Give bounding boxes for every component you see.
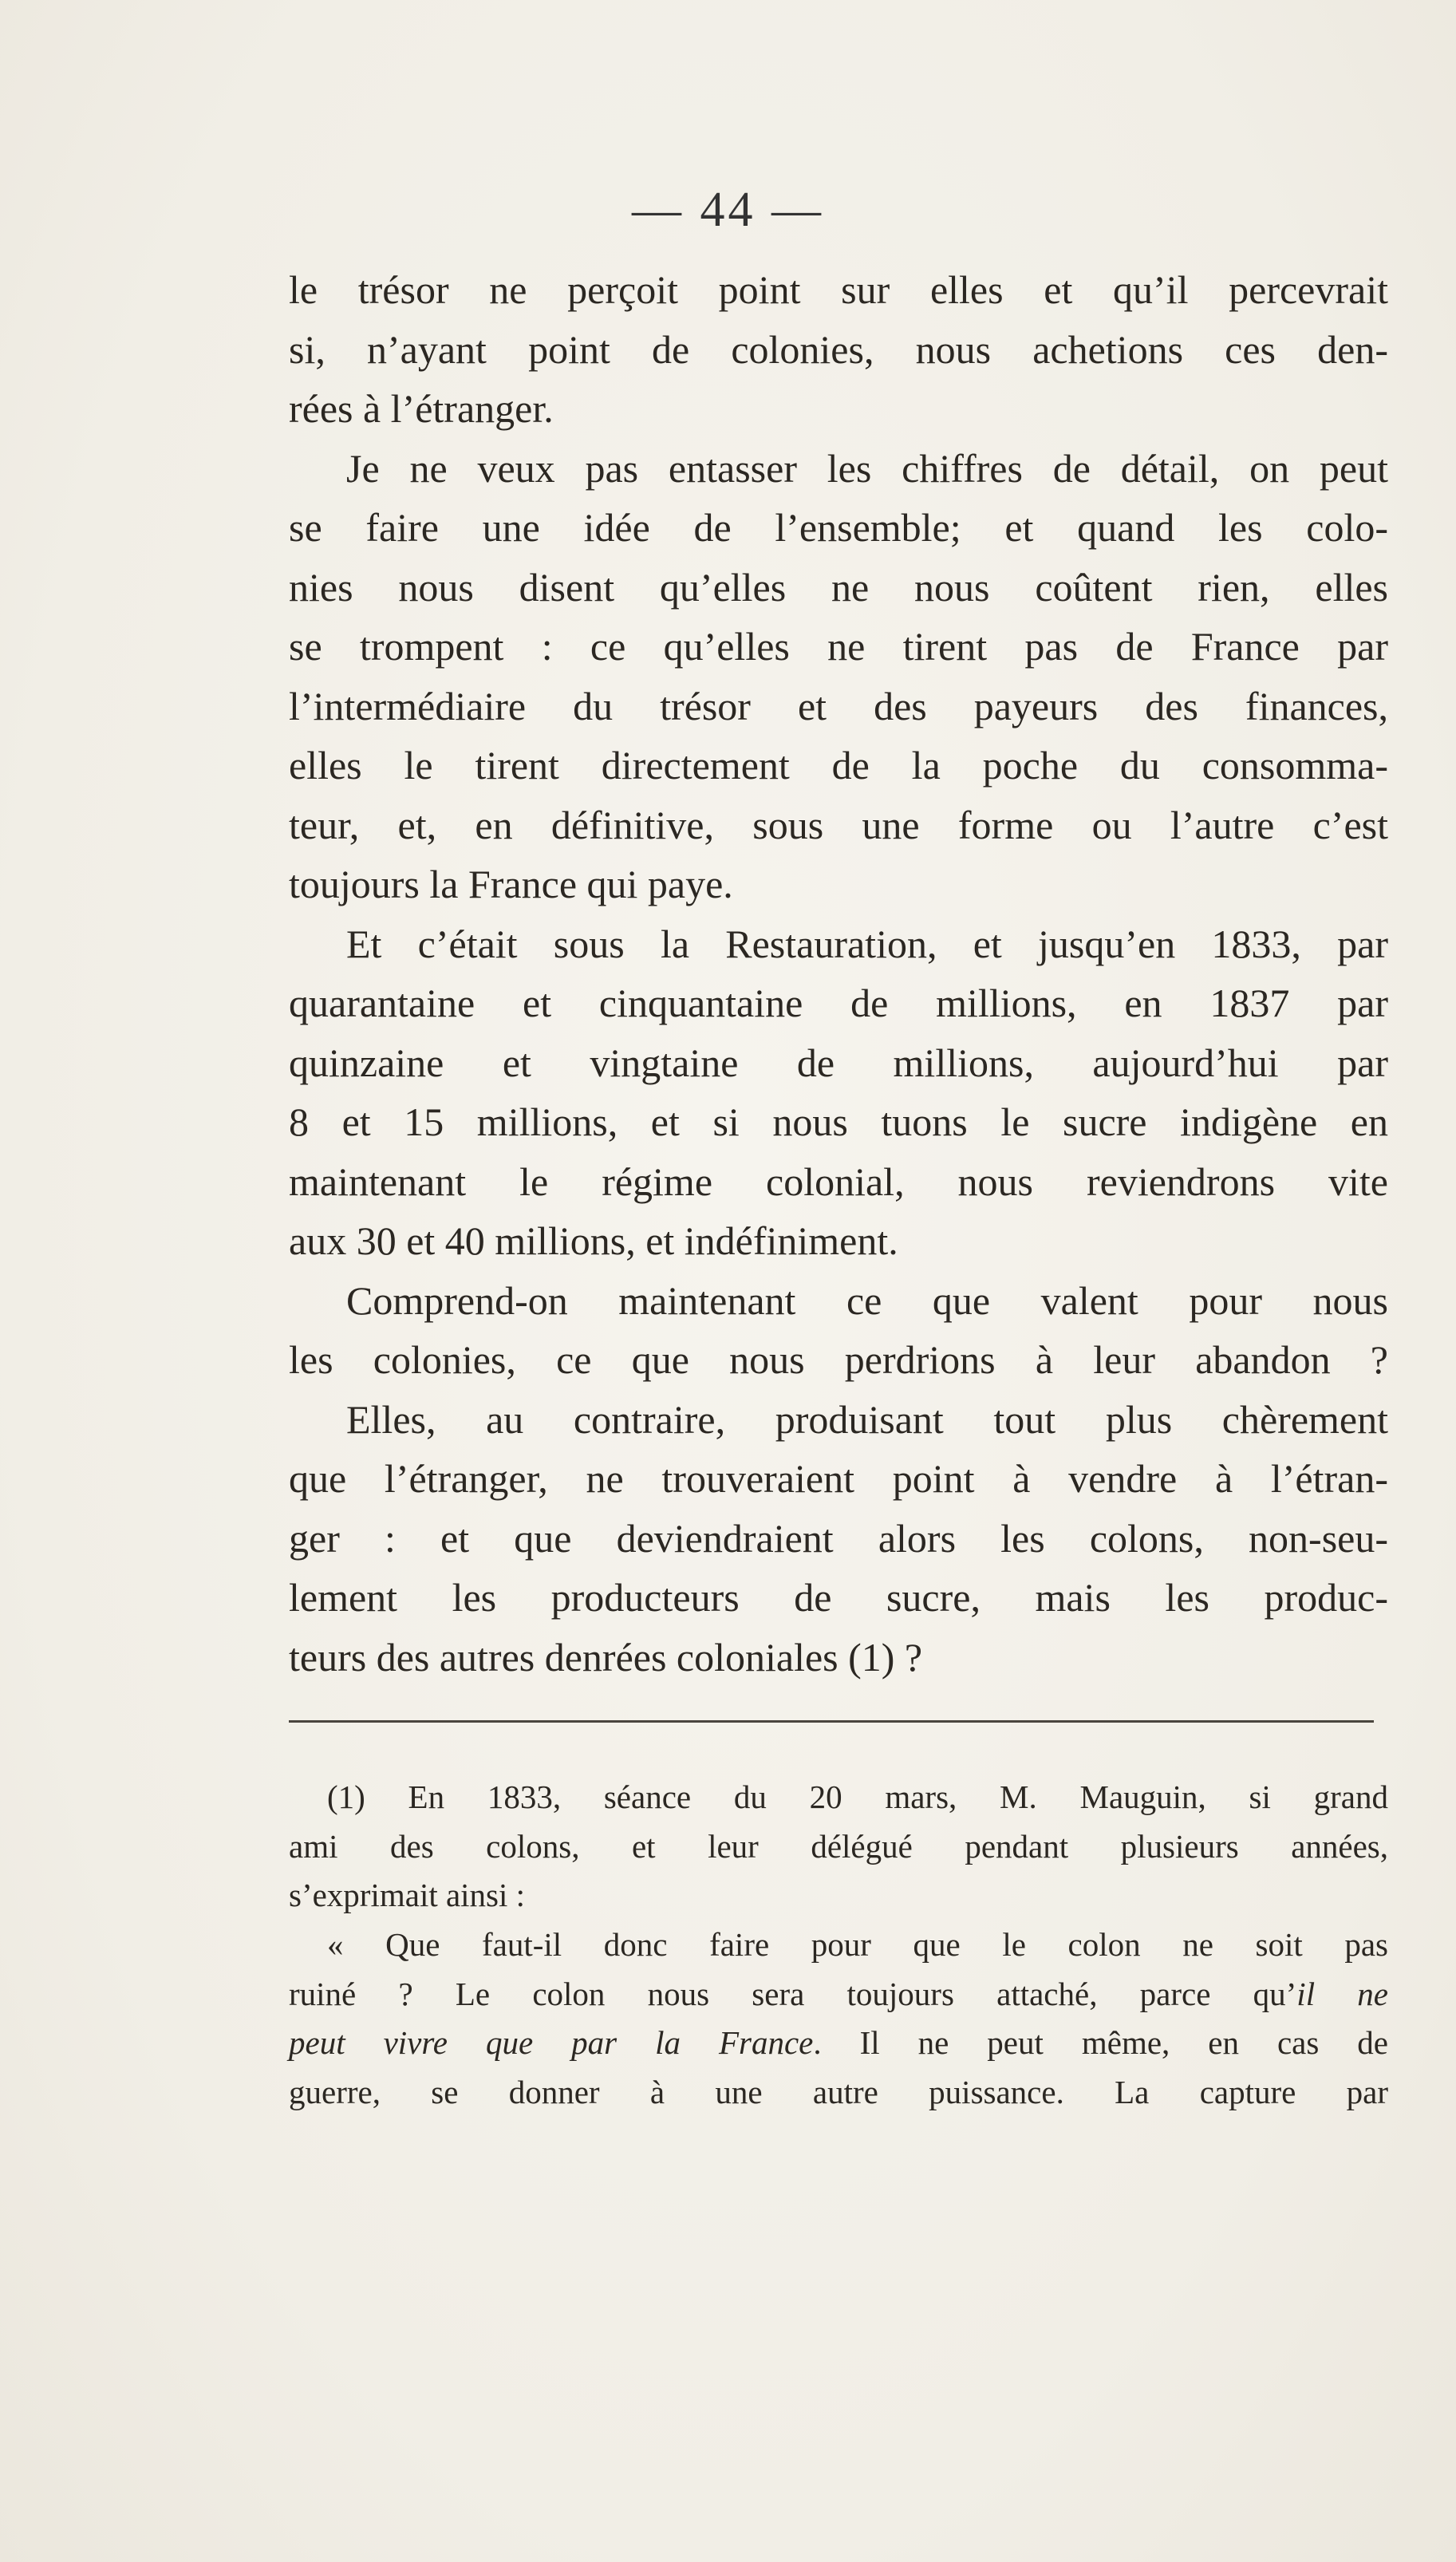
footnote-italic: il ne [1296, 1975, 1388, 2012]
footnote-text: . Il ne peut même, en cas de [813, 2024, 1388, 2062]
text-line: aux 30 et 40 millions, et indéfiniment. [289, 1218, 898, 1263]
footnote-line [289, 1970, 1388, 2019]
text-line: maintenant le régime colonial, nous reviendrons vite [289, 1159, 1388, 1204]
footnote-line: guerre, se donner à une autre puissance. La capture par [289, 2074, 1388, 2111]
text-line: l’intermédiaire du trésor et des payeurs des finances, [289, 683, 1388, 728]
text-line: quinzaine et vingtaine de millions, aujourd’hui par [289, 1040, 1388, 1085]
text-line: teurs des autres denrées coloniales (1) ? [289, 1634, 923, 1680]
text-line: le trésor ne perçoit point sur elles et qu’il percevrait [289, 267, 1388, 312]
text-line: si, n’ayant point de colonies, nous achetions ces den- [289, 326, 1388, 372]
text-line: ger : et que deviendraient alors les colons, non-seu- [289, 1515, 1388, 1561]
text-line: Je ne veux pas entasser les chiffres de détail, on peut [346, 445, 1388, 491]
text-line: toujours la France qui paye. [289, 862, 733, 906]
main-text-block [289, 260, 1388, 1687]
footnote-block [289, 1773, 1388, 2118]
footnote-line: (1) En 1833, séance du 20 mars, M. Mauguin, si grand [327, 1778, 1388, 1815]
text-line: quarantaine et cinquantaine de millions, en 1837 par [289, 981, 1388, 1025]
text-line: teur, et, en définitive, sous une forme ou l’autre c’est [289, 802, 1388, 847]
text-line: se trompent : ce qu’elles ne tirent pas de France par [289, 624, 1388, 669]
text-line: lement les producteurs de sucre, mais les produc- [289, 1575, 1388, 1620]
text-line: Et c’était sous la Restauration, et jusqu’en 1833, par [346, 921, 1388, 966]
text-line: elles le tirent directement de la poche du consomma- [289, 743, 1388, 788]
text-line: se faire une idée de l’ensemble; et quand les colo- [289, 505, 1388, 550]
page-number: — 44 — [632, 183, 824, 237]
footnote-line [289, 2019, 1388, 2068]
text-line: 8 et 15 millions, et si nous tuons le sucre indigène en [289, 1099, 1388, 1144]
footnote-line: s’exprimait ainsi : [289, 1877, 526, 1914]
text-line: rées à l’étranger. [289, 386, 554, 431]
text-line: Elles, au contraire, produisant tout plus chèrement [346, 1396, 1388, 1442]
footnote-line: ami des colons, et leur délégué pendant plusieurs années, [289, 1827, 1388, 1865]
text-line: que l’étranger, ne trouveraient point à vendre à l’étran- [289, 1456, 1388, 1501]
footnote-divider [289, 1720, 1374, 1723]
footnote-text: ruiné ? Le colon nous sera toujours attaché, parce qu’ [289, 1975, 1297, 2012]
text-line: Comprend-on maintenant ce que valent pour nous [346, 1277, 1388, 1323]
text-line: les colonies, ce que nous perdrions à leur abandon ? [289, 1337, 1388, 1382]
text-line: nies nous disent qu’elles ne nous coûtent rien, elles [289, 564, 1388, 610]
footnote-italic: peut vivre que par la France [289, 2024, 814, 2062]
footnote-line: « Que faut-il donc faire pour que le colon ne soit pas [327, 1926, 1388, 1964]
